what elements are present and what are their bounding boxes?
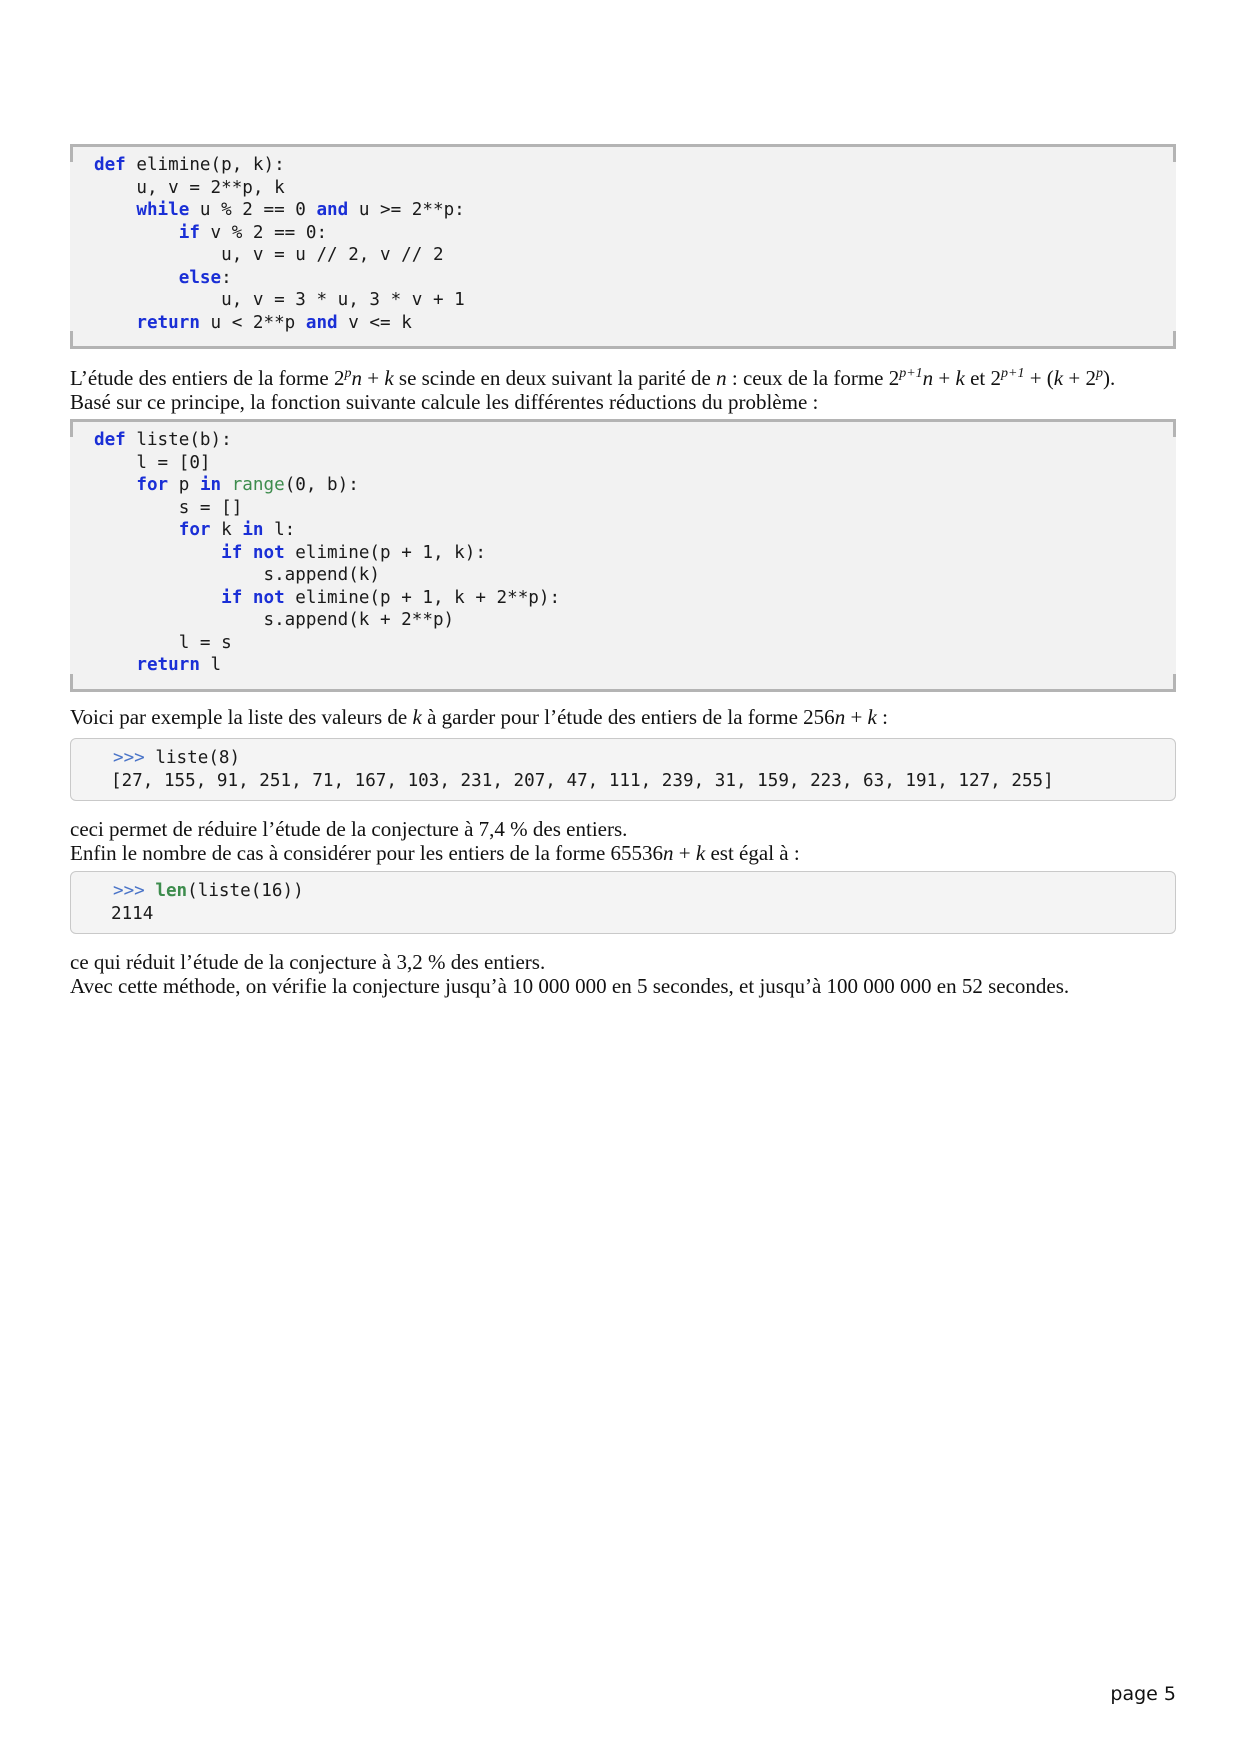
superscript: p — [344, 366, 352, 381]
superscript: p — [1095, 366, 1103, 381]
math-var: k — [412, 705, 422, 729]
text: + — [933, 366, 956, 390]
math-var: k — [1053, 366, 1064, 390]
console-input: (liste(16)) — [187, 881, 304, 901]
math-var: n — [351, 366, 362, 390]
text: ce qui réduit l’étude de la conjecture à 3,2 % des entiers. — [70, 950, 546, 974]
text: ceci permet de réduire l’étude de la conjecture à 7,4 % des entiers. — [70, 817, 628, 841]
code-line: u, v = 2**p, k — [94, 177, 285, 198]
math-var: k — [867, 705, 877, 729]
console-block — [71, 872, 1175, 925]
text: : ceux de la forme 2 — [726, 366, 900, 390]
math-var: k — [955, 366, 965, 390]
prompt: >>> — [113, 748, 145, 768]
superscript: p+1 — [1001, 366, 1025, 381]
math-var: n — [716, 366, 727, 390]
text: Voici par exemple la liste des valeurs de — [70, 705, 413, 729]
console-liste-8 — [70, 738, 1176, 801]
text: + 2 — [1063, 366, 1096, 390]
text: + — [673, 841, 696, 865]
paragraph-exemple — [70, 705, 1180, 729]
console-input: liste(8) — [144, 748, 241, 768]
math-var: k — [695, 841, 706, 865]
code-listing-elimine — [70, 144, 1176, 349]
console-block — [71, 739, 1175, 792]
builtin: len — [155, 881, 188, 901]
prompt: >>> — [113, 881, 145, 901]
math-var: n — [922, 366, 934, 390]
text: + — [845, 705, 868, 729]
math-var: k — [384, 366, 394, 390]
code-block: def liste(b): l = [0] for p in range(0, b): s = [] for k in l: if not elimine(p + 1, k): s.append(k) if not elimine(p + 1, k + 2**p): s.append(k + 2**p) l = s return l — [94, 430, 561, 675]
console-output: 2114 — [111, 903, 154, 924]
text: + — [361, 366, 385, 390]
text: est égal à : — [705, 841, 800, 865]
text: se scinde en deux suivant la parité de — [393, 366, 717, 390]
paragraph-reduction — [70, 817, 1180, 865]
paragraph-conclusion — [70, 950, 1180, 998]
code-line: elimine(p, k): — [136, 155, 285, 175]
console-len-liste-16 — [70, 871, 1176, 934]
text: Avec cette méthode, on vérifie la conjecture jusqu’à 10 000 000 en 5 secondes, et jusqu’à 100 000 000 en 52 secondes. — [70, 974, 1070, 998]
text: à garder pour l’étude des entiers de la forme 256 — [421, 705, 835, 729]
text: L’étude des entiers de la forme 2 — [70, 366, 345, 390]
text: : — [876, 705, 888, 729]
text: Enfin le nombre de cas à considérer pour les entiers de la forme 65536 — [70, 841, 664, 865]
math-var: n — [663, 841, 674, 865]
paragraph-forme — [70, 362, 1180, 414]
text: ). — [1102, 366, 1116, 390]
text: + ( — [1024, 366, 1054, 390]
console-output: [27, 155, 91, 251, 71, 167, 103, 231, 207, 47, 111, 239, 31, 159, 223, 63, 191, 127, 255] — [111, 770, 1054, 791]
text: Basé sur ce principe, la fonction suivante calcule les différentes réductions du problème : — [70, 390, 819, 414]
text: et 2 — [964, 366, 1001, 390]
code-listing-liste — [70, 419, 1176, 692]
page-number: page 5 — [1110, 1683, 1176, 1705]
code-block: def elimine(p, k): u, v = 2**p, k while u % 2 == 0 and u >= 2**p: if v % 2 == 0: u, v = u // 2, v // 2 else: u, v = 3 * u, 3 * v + 1 return u < 2**p and v <= k — [94, 155, 465, 333]
math-var: n — [834, 705, 846, 729]
superscript: p+1 — [899, 366, 923, 381]
